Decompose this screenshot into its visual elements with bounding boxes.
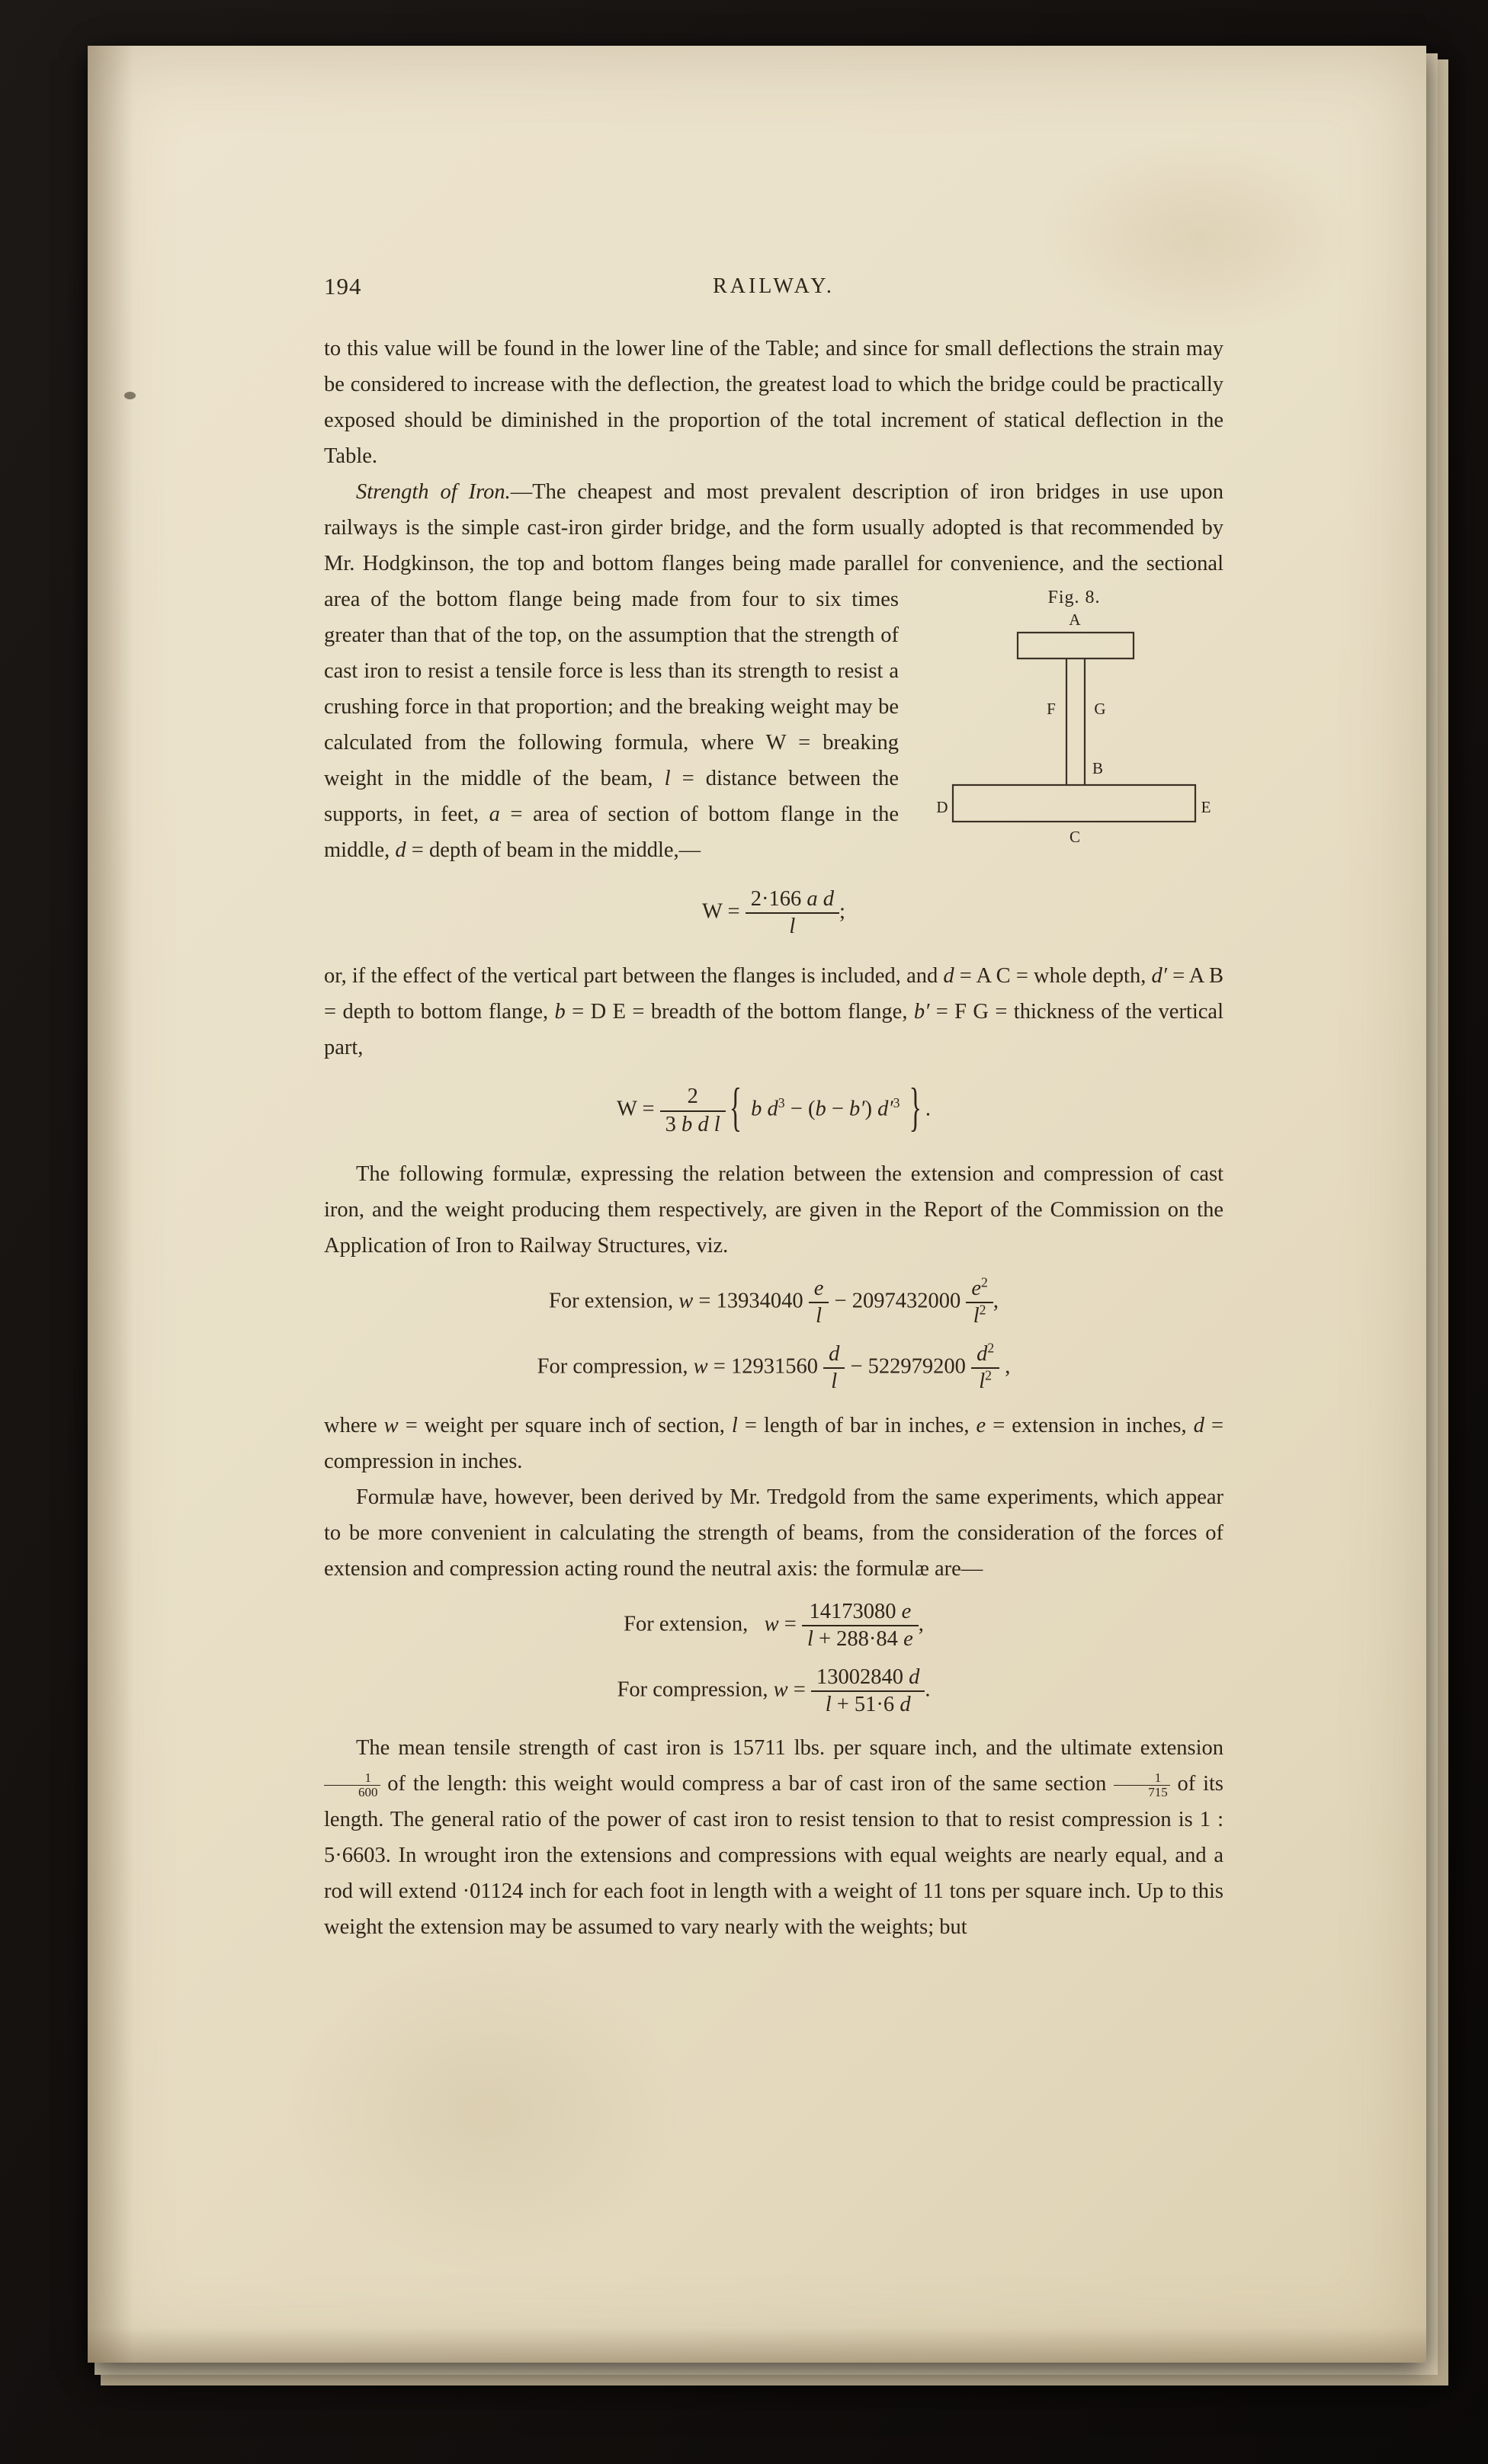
page-stain [286,1951,682,2271]
label-bottom-C: C [1069,828,1081,846]
label-bottom-D: D [936,798,948,816]
label-bottom-E: E [1201,798,1211,816]
paragraph-strength-rest: four to six times greater than that of the top, on the assumption that the strength of cast iron to resist a tensile force is less than its strength to resist a crushing force in that proportion; and the breaking weight may be calculated from the following formula, where W = breaking weight in the middle of the beam, l = distance between the supports, in feet, a = area of section of bottom flange in the middle, d = depth of beam in the middle,— [324,588,900,862]
figure-caption: Fig. 8. [1047,588,1101,607]
paragraph-commission-report: The following formulæ, expressing the relation between the extension and compression of cast iron, and the weight producing them respectively, are given in the Report of the Commission on the Application of Iron to Railway Structures, viz. [324,1162,1223,1258]
running-head: RAILWAY. [713,274,835,298]
figure-8 [925,588,1223,854]
label-web-F: F [1047,700,1056,718]
formula-compression-tredgold: For compression, w = $\frac{13002840 d}{l + 51\cdot 6 d}$ . [324,1665,1223,1718]
paragraph-strength-of-iron [324,474,1223,868]
formula-compression-commission: For compression, w = 12931560 $\frac{d}{l}$ − 522979200 $\frac{d^2}{l^2}$ , [324,1341,1223,1395]
paragraph-strength-lead: Strength of Iron.—The cheapest and most prevalent description of iron bridges in use upon railways is the simple cast-iron girder bridge, and the form usually adopted is that recommended by Mr. Hodgkinson, the top and bottom flanges being made parallel for convenience, and the sectional area of the bottom flange being made from [324,480,1223,611]
paragraph-tensile-strength: The mean tensile strength of cast iron is 15711 lbs. per square inch, and the ultimate extension $\frac{1}{600}$ of the length: this weight would compress a bar of cast iron of the same section $\frac{1}{715}$ of its length. The general ratio of the power of cast iron to resist tension to that to resist compression is 1 : 5·6603. In wrought iron the extensions and compressions with equal weights are nearly equal, and a rod will extend ·01124 inch for each foot in length with a weight of 11 tons per square inch. Up to this weight the extension may be assumed to vary nearly with the weights; but [324,1736,1223,1940]
paragraph-vertical-part: or, if the effect of the vertical part between the flanges is included, and d = A C = whole depth, d′ = A B = depth to bottom flange, b = D E = breadth of the bottom flange, b′ = F G = thickness of the vertical part, [324,964,1223,1060]
label-top-A: A [1069,610,1081,629]
paragraph-symbol-definitions: where w = weight per square inch of section, l = length of bar in inches, e = extension in inches, d = compression in inches. [324,1413,1224,1473]
top-flange-outline [1018,633,1134,658]
label-web-G: G [1094,700,1106,718]
bottom-flange-outline [953,785,1195,822]
girder-section-diagram [932,610,1216,848]
formula-breaking-weight-full: W = $\frac{2}{\text{3 b d l}}$ { b $d^3 - (b - b')$ $d'^3$ } . [616,1078,932,1137]
paragraph-tredgold: Formulæ have, however, been derived by Mr. Tredgold from the same experiments, which appear to be more convenient in calculating the strength of beams, from the consideration of the forces of extension and compression acting round the neutral axis: the formulæ are— [324,1485,1223,1581]
scan-blemish [124,392,136,399]
formula-extension-tredgold: For extension, w = $\frac{14173080 e}{l + 288\cdot 84 e}$ , [324,1599,1223,1652]
label-web-B: B [1092,759,1104,777]
page-content [324,268,1223,1945]
formula-breaking-weight: W = $\frac{\text{2·166 a d}}{l}$ ; [324,886,1223,940]
page-header [324,268,1223,311]
paragraph-table-continuation: to this value will be found in the lower line of the Table; and since for small deflections the strain may be considered to increase with the deflection, the greatest load to which the bridge could be practically exposed should be diminished in the proportion of the total increment of statical deflection in the Table. [324,337,1223,468]
page-number: 194 [324,273,362,300]
formula-extension-commission: For extension, w = 13934040 $\frac{e}{l}$ − 2097432000 $\frac{e^2}{l^2}$ , [324,1276,1223,1329]
